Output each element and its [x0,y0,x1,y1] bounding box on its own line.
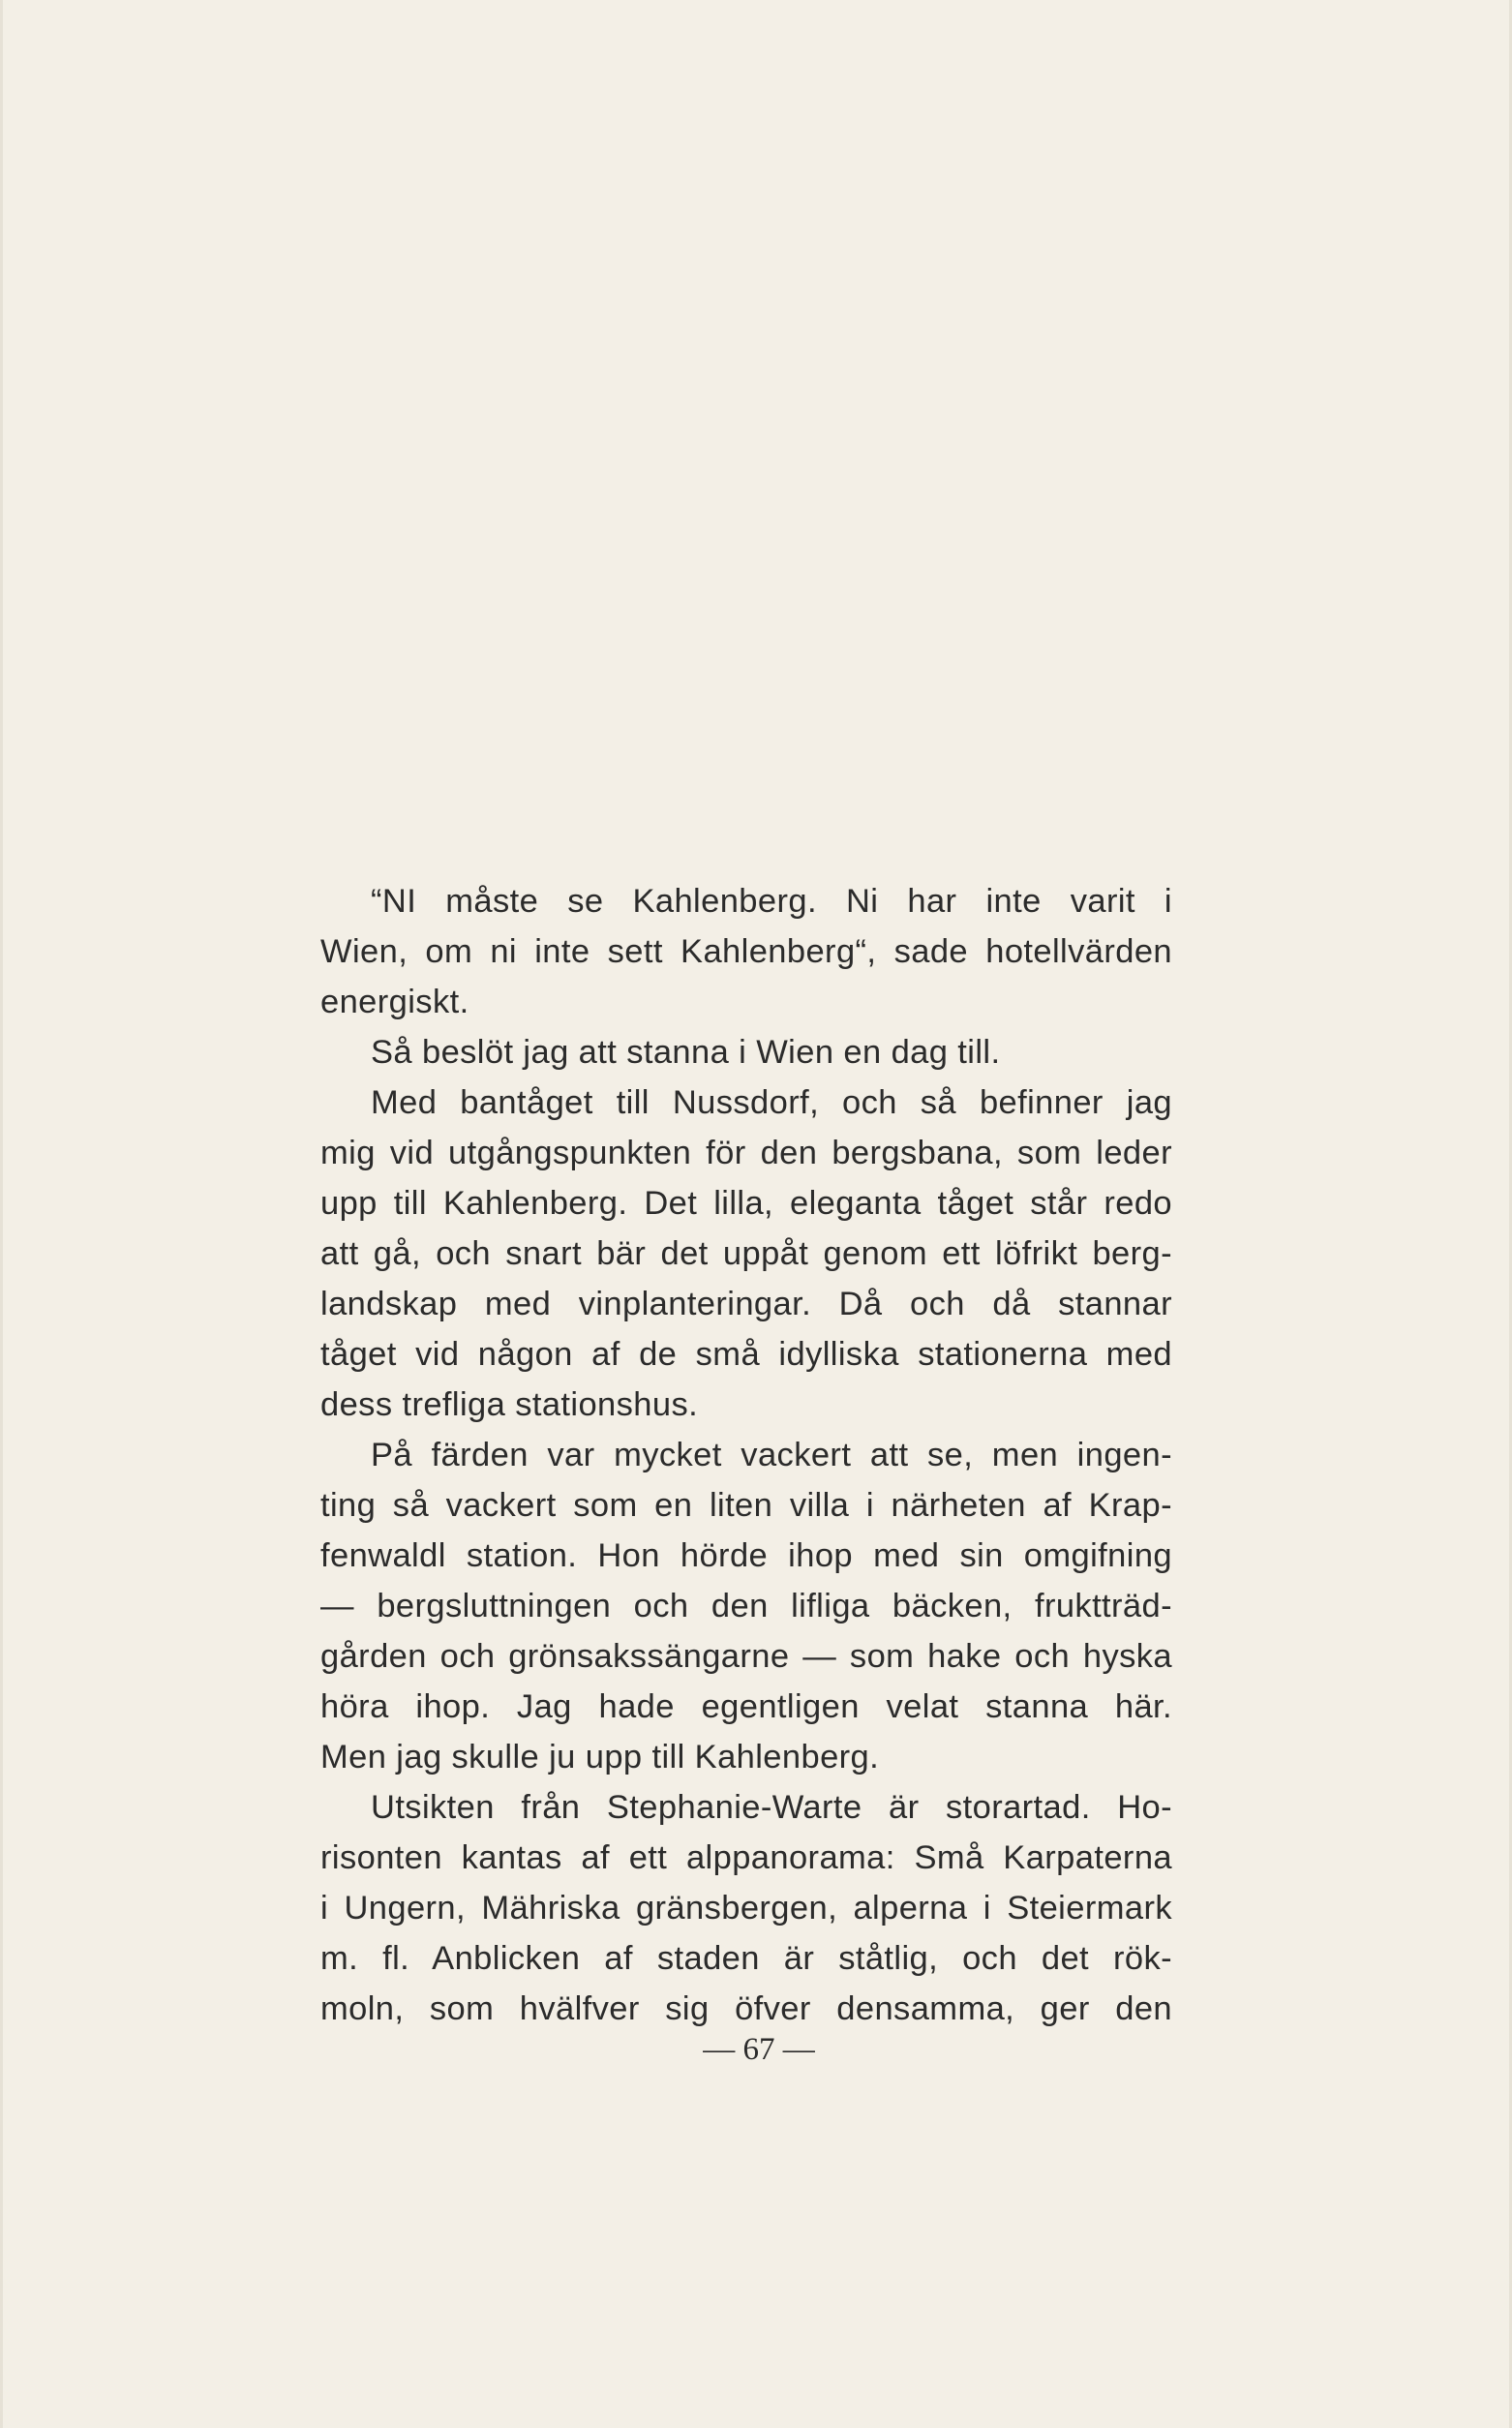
text-line: höra ihop. Jag hade egentligen velat stanna här. [320,1688,1172,1725]
text-line: landskap med vinplanteringar. Då och då stannar [320,1286,1172,1322]
text-line: i Ungern, Mähriska gränsbergen, alperna i Steiermark [320,1890,1172,1927]
text-line: Utsikten från Stephanie-Warte är storartad. Ho- [371,1789,1172,1826]
text-line: Wien, om ni inte sett Kahlenberg“, sade hotellvärden [320,933,1172,970]
body-text [320,876,1172,2034]
text-line: att gå, och snart bär det uppåt genom ett löfrikt berg- [320,1235,1172,1272]
text-line: På färden var mycket vackert att se, men ingen- [371,1437,1172,1473]
text-line: ting så vackert som en liten villa i närheten af Krap- [320,1487,1172,1524]
text-line: Så beslöt jag att stanna i Wien en dag till. [371,1034,1001,1071]
text-line: m. fl. Anblicken af staden är ståtlig, och det rök- [320,1940,1172,1977]
text-line: upp till Kahlenberg. Det lilla, eleganta tåget står redo [320,1185,1172,1222]
text-line: tåget vid någon af de små idylliska stationerna med [320,1336,1172,1373]
text-line: Men jag skulle ju upp till Kahlenberg. [320,1739,880,1775]
text-line: — bergsluttningen och den lifliga bäcken, fruktträd- [320,1588,1172,1624]
text-line: mig vid utgångspunkten för den bergsbana, som leder [320,1135,1172,1171]
page-number: — 67 — [703,2032,815,2067]
text-line: risonten kantas af ett alppanorama: Små Karpaterna [320,1839,1172,1876]
text-line: energiskt. [320,984,469,1020]
text-line: moln, som hvälfver sig öfver densamma, ger den [320,1990,1172,2027]
text-line: gården och grönsakssängarne — som hake och hyska [320,1638,1172,1675]
text-line: dess trefliga stationshus. [320,1386,699,1423]
text-line: Med bantåget till Nussdorf, och så befinner jag [371,1084,1172,1121]
text-line: fenwaldl station. Hon hörde ihop med sin omgifning [320,1537,1172,1574]
text-line: “NI måste se Kahlenberg. Ni har inte varit i [371,883,1172,920]
